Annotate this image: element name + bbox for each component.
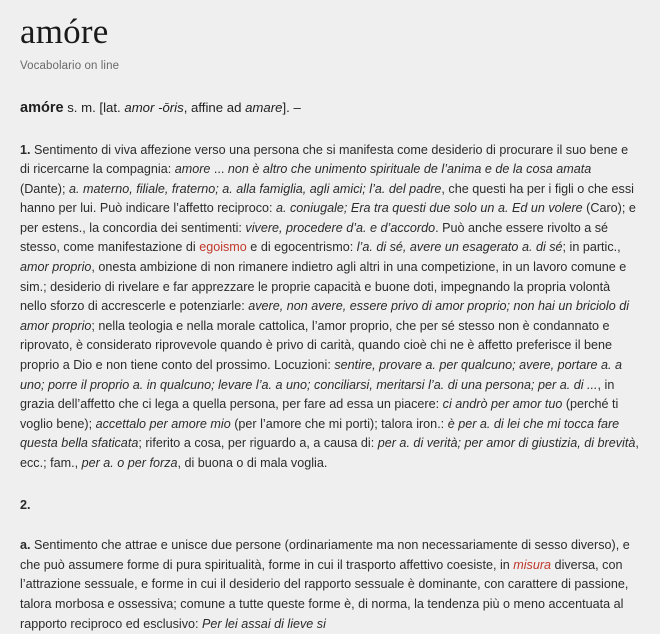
sense-text: (perché ti voglio bene); (20, 397, 618, 431)
sense-text: ; riferito a cosa, per riguardo a, a causa di: (138, 436, 377, 450)
sense-marker: 1. (20, 143, 31, 157)
sense-marker: a. (20, 538, 31, 552)
sense-text: ; in partic., (563, 240, 621, 254)
sense-italic-text: a. coniugale; (276, 201, 351, 215)
sense-italic-text: non è altro che unimento spirituale de l’anima e de la cosa amata (228, 162, 591, 176)
sense-italic-text: l’a. di sé, avere un esagerato a. di sé (357, 240, 563, 254)
sense-text: . Può anche essere rivolto a sé stesso, come manifestazione di (20, 221, 608, 255)
sense-italic-text: sentire, provare a. per qualcuno; avere, portare a. a uno; porre il proprio a. in qualcuno; levare l’a. a uno; conciliarsi, meritarsi l’a. di una persona; per a. di ... (20, 358, 622, 392)
headword-etym-mid: , affine ad (184, 100, 245, 115)
sense-italic-text: per a. o per forza (82, 456, 178, 470)
sense-text: Sentimento di viva affezione verso una persona che si manifesta come desiderio di procurare il suo bene e di ricercarne la compagnia: (20, 143, 628, 177)
sense-text: , di buona o di mala voglia. (178, 456, 328, 470)
sense-text: , in grazia dell’affetto che ci lega a quella persona, per fare ad essa un piacere: (20, 378, 614, 412)
sense-italic-text: Era tra questi due solo un a. Ed un volere (351, 201, 586, 215)
sense-text: , che questi ha per i figli o che essi hanno per lui. Può indicare l’affetto reciproco: (20, 182, 634, 216)
sense-text: e di egocentrismo: (247, 240, 357, 254)
sense-text: , ecc.; fam., (20, 436, 639, 470)
sense-italic-text: per a. di verità; per amor di giustizia, di brevità (378, 436, 636, 450)
site-subtitle: Vocabolario on line (20, 60, 640, 72)
sense-italic-text: accettalo per amore mio (96, 417, 235, 431)
headword-line (20, 98, 640, 120)
sense-text: diversa, con l’attrazione sessuale, e forme in cui il desiderio del rapporto sessuale è dominante, con carattere di passione, talora morbosa e ossessiva; comune a tutte queste forme è, di norma, la tendenza più o meno accentuata al rapporto reciproco ed esclusivo: (20, 558, 628, 631)
sense-text: (per l’amore che mi porti); talora iron.: (234, 417, 447, 431)
sense-italic-text: avere, non avere, essere privo di amor proprio; non hai un briciolo di amor proprio (20, 299, 629, 333)
sense-italic-text: a. materno, filiale, fraterno; a. alla famiglia, agli amici; l’a. del padre (69, 182, 441, 196)
sense-italic-text: ci andrò per amor tuo (443, 397, 566, 411)
sense-paragraph (20, 536, 640, 634)
sense-italic-text: Per lei assai di lieve si (202, 617, 326, 631)
sense-italic-text: vivere, procedere d’a. e d’accordo (245, 221, 435, 235)
sense-text: , onesta ambizione di non rimanere indietro agli altri in una competizione, in un lavoro comune e sim.; desiderio di rivelare e far apprezzare le proprie capacità e buone doti, impegnando la propria volontà nello sforzo di accrescerle e potenziarle: (20, 260, 626, 313)
cross-reference-link[interactable]: egoismo (199, 240, 247, 254)
sense-text: (Caro); e per estens., la concordia dei sentimenti: (20, 201, 636, 235)
headword-etymon: amor -ōris (124, 100, 183, 115)
sense-paragraph (20, 141, 640, 474)
sense-text: Sentimento che attrae e unisce due persone (ordinariamente ma non necessariamente di sesso diverso), e che può assumere forme di pura spiritualità, forme in cui il trasporto affettivo coesiste, in (20, 538, 630, 572)
headword-grammar: s. m. [lat. (64, 100, 125, 115)
cross-reference-link[interactable]: misura (513, 558, 551, 572)
headword-etym-end: ]. – (282, 100, 300, 115)
page-title: amóre (20, 10, 640, 54)
sense-italic-text: amor proprio (20, 260, 91, 274)
sense-text: (Dante); (20, 182, 69, 196)
sense-italic-text: è per a. di lei che mi tocca fare questa bella sfaticata (20, 417, 619, 451)
senses-container (20, 141, 640, 634)
headword: amóre (20, 100, 64, 116)
sense-marker: 2. (20, 498, 31, 512)
sense-text: ; nella teologia e nella morale cattolica, l’amor proprio, che per sé stesso non è condannato e riprovato, è considerato riprovevole quando è privo di carità, quando cioè chi ne è affetto preferisce il bene proprio a Dio e non tiene conto del prossimo. Locuzioni: (20, 319, 612, 372)
headword-etym-word: amare (245, 100, 282, 115)
sense-paragraph (20, 496, 640, 516)
sense-italic-text: amore (175, 162, 214, 176)
sense-text: ... (214, 162, 228, 176)
